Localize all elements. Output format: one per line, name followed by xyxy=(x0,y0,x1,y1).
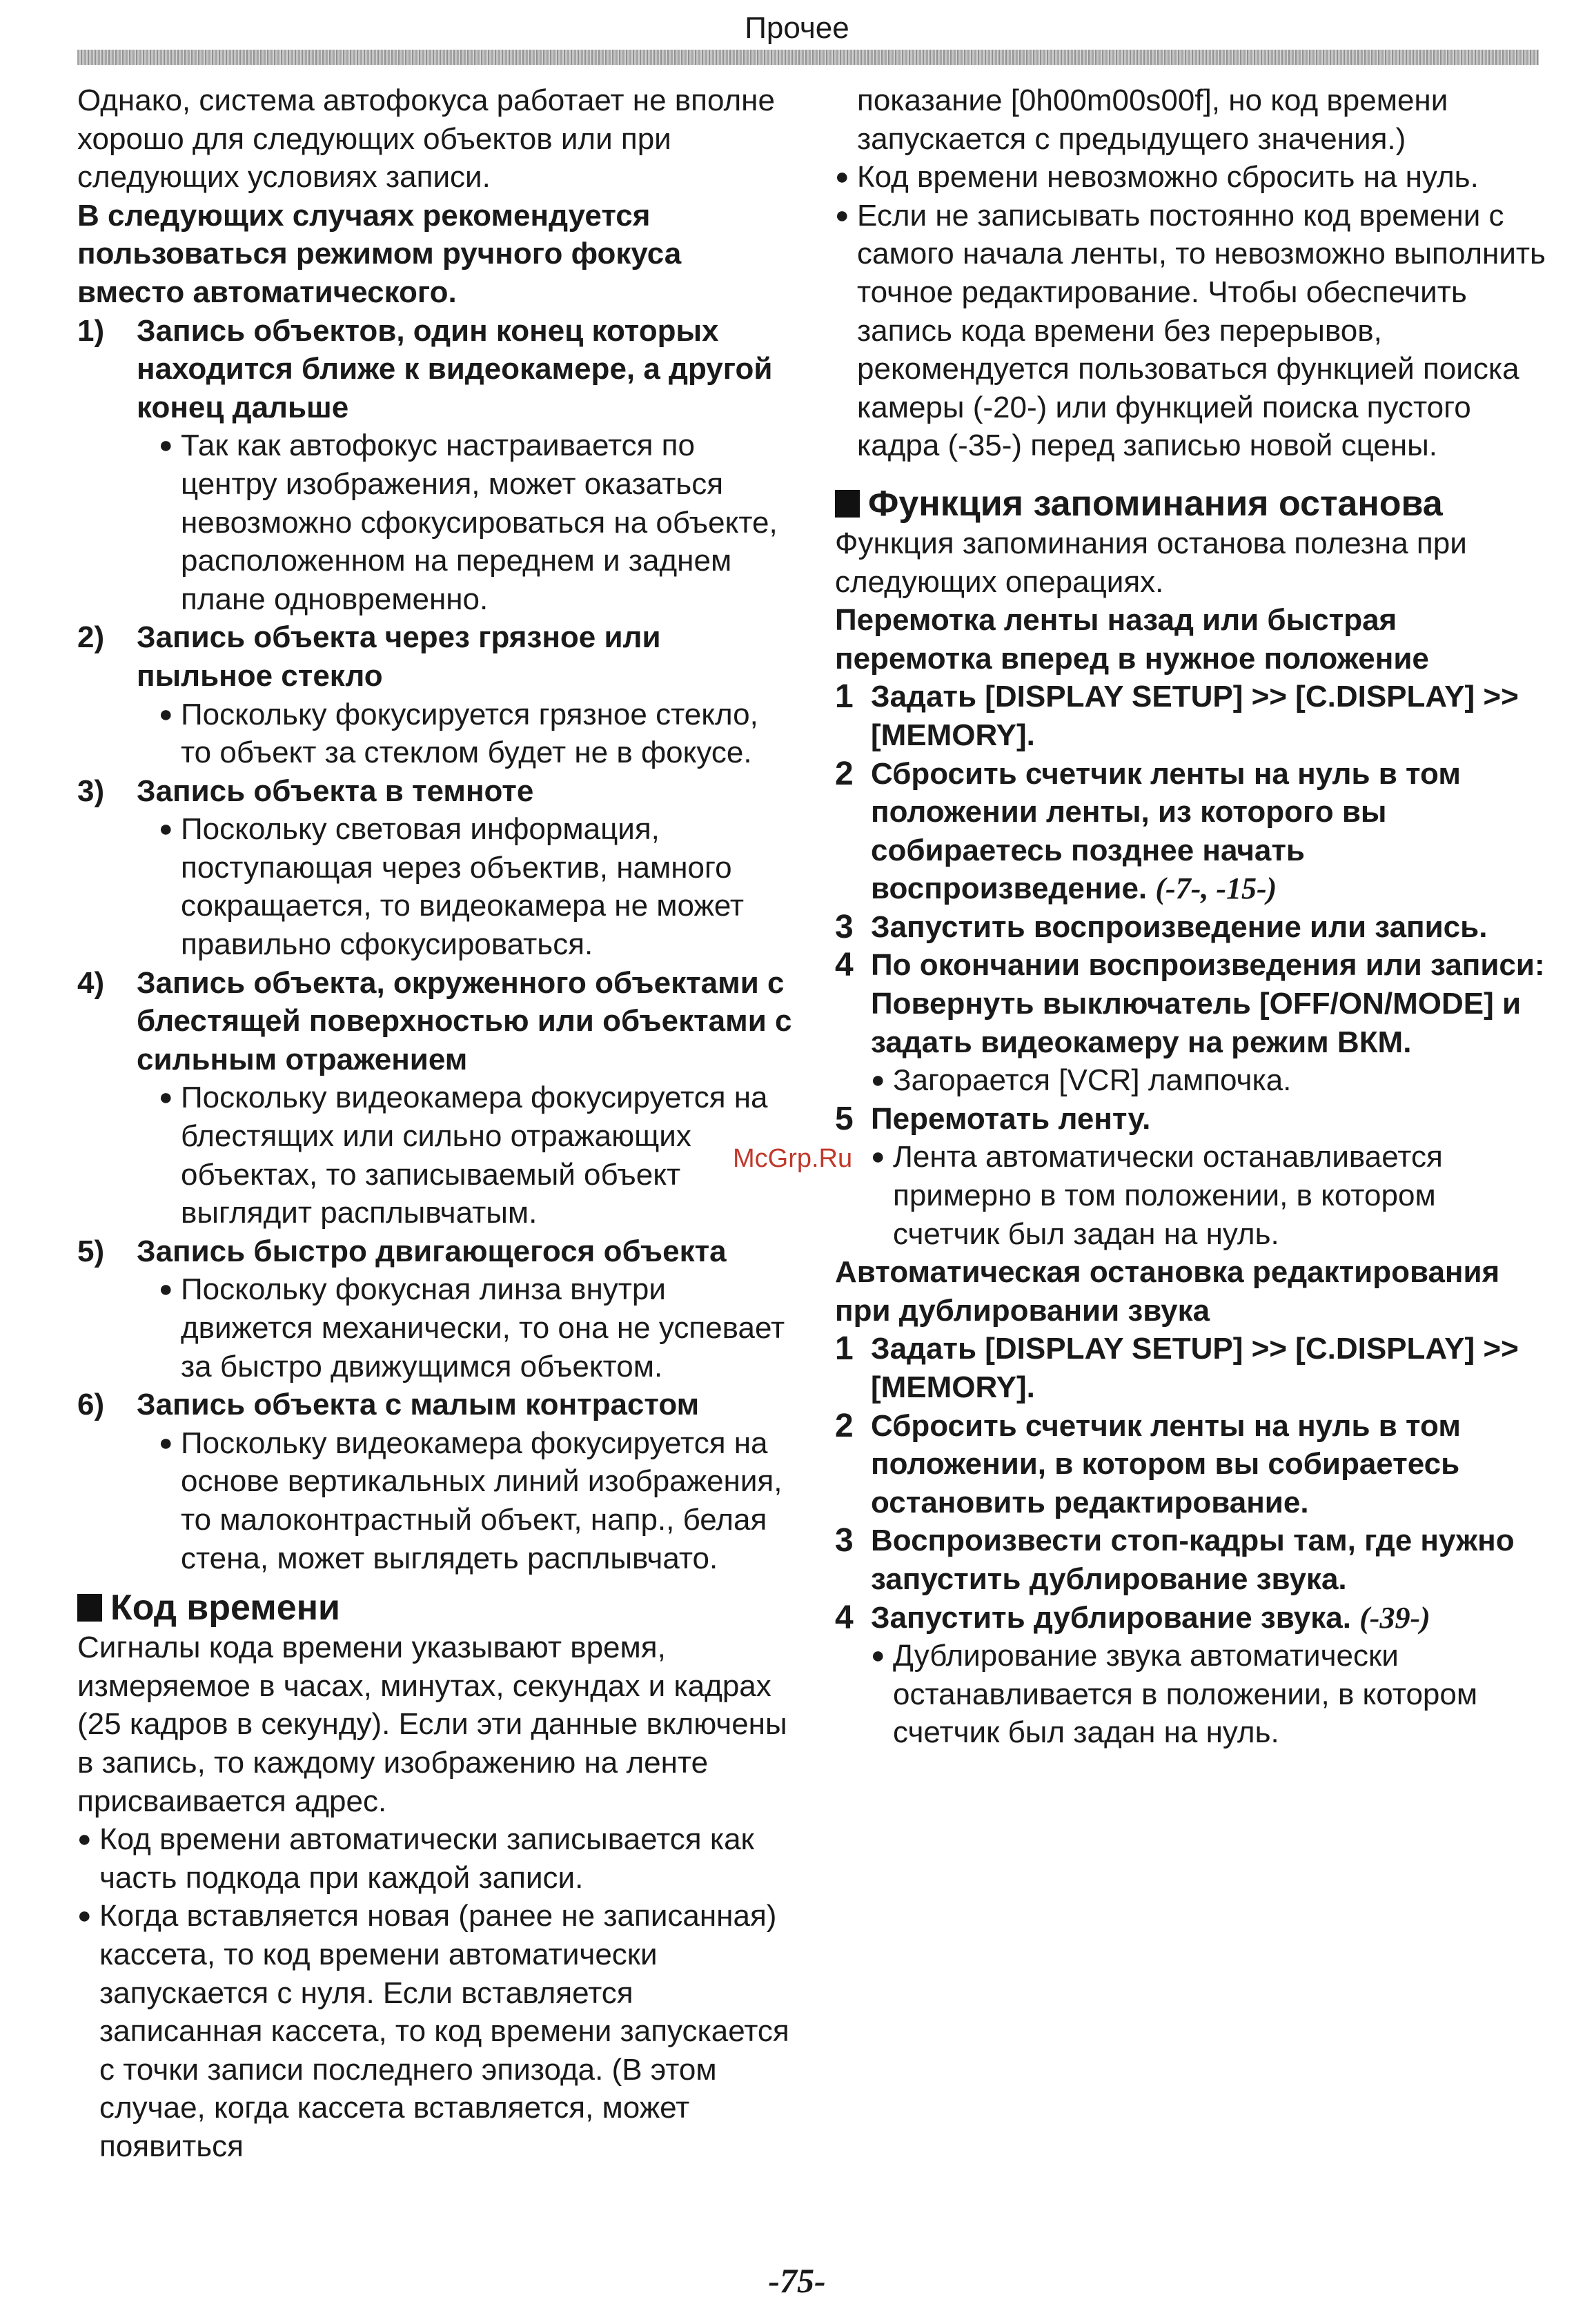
bullet-text: Если не записывать постоянно код времени с самого начала ленты, то невозможно выполнить точное редактирование. Чтобы обеспечить запись кода времени без перерывов, рекомендуется пользоваться функцией поиска камеры (-20-) или функцией поиска пустого кадра (-35-) перед записью новой сцены. xyxy=(857,198,1546,463)
section-square-icon xyxy=(835,490,860,518)
bullet-text: Лента автоматически останавливается примерно в том положении, в котором счетчик был задан на нуль. xyxy=(893,1140,1443,1251)
bullet-icon: ● xyxy=(835,201,849,228)
item-title: Запись объекта с малым контрастом xyxy=(137,1388,700,1422)
step-text: Сбросить счетчик ленты на нуль в том положении ленты, из которого вы собираетесь позднее начать воспроизведение. xyxy=(871,756,1461,906)
bullet-item xyxy=(835,158,1546,197)
bullet-item xyxy=(835,197,1546,465)
bullet-text: Поскольку видеокамера фокусируется на блестящих или сильно отражающих объектах, то записываемый объект выглядит расплывчатым. xyxy=(181,1081,768,1230)
bullet-text: Поскольку фокусируется грязное стекло, то объект за стеклом будет не в фокусе. xyxy=(181,697,758,770)
bullet-text: Поскольку световая информация, поступающая через объектив, намного сокращается, то видеокамера не может правильно сфокусироваться. xyxy=(181,812,745,962)
bullet-icon: ● xyxy=(77,1826,92,1853)
item-title: Запись объекта через грязное или пыльное стекло xyxy=(137,620,661,693)
bullet-text: Поскольку видеокамера фокусируется на основе вертикальных линий изображения, то малоконтрастный объект, напр., белая стена, может выглядеть расплывчато. xyxy=(181,1426,783,1575)
item-number: 2) xyxy=(77,620,105,655)
page-number: -75- xyxy=(768,2261,826,2300)
step-text: Запустить дублирование звука. xyxy=(871,1600,1351,1635)
item-number: 3) xyxy=(77,774,105,808)
step-number: 4 xyxy=(835,1599,854,1636)
step-number: 1 xyxy=(835,1330,854,1368)
bullet-item xyxy=(871,1637,1546,1752)
watermark-link[interactable]: McGrp.Ru xyxy=(733,1144,853,1173)
step-number: 5 xyxy=(835,1100,854,1137)
list-item xyxy=(77,1386,795,1424)
timecode-paragraph: Сигналы кода времени указывают время, измеряемое в часах, минутах, секундах и кадрах (25 кадров в секунду). Если эти данные включены в запись, то каждому изображению на ленте присваивается адрес. xyxy=(77,1631,787,1818)
page-reference: (-7-, -15-) xyxy=(1155,872,1277,906)
item-title: Запись объектов, один конец которых находится ближе к видеокамере, а другой конец дальше xyxy=(137,313,773,424)
step-item xyxy=(835,1407,1546,1522)
step-number: 3 xyxy=(835,1522,854,1559)
step-item xyxy=(835,946,1546,1061)
page-header-title: Прочее xyxy=(745,11,849,45)
step-text-detail: Повернуть выключатель [OFF/ON/MODE] и задать видеокамеру на режим ВКМ. xyxy=(871,987,1522,1059)
item-title: Запись объекта в темноте xyxy=(137,774,534,808)
bullet-item xyxy=(159,1079,795,1232)
section-heading xyxy=(77,1587,795,1628)
bullet-text: Когда вставляется новая (ранее не записанная) кассета, то код времени автоматически запускается с нуля. Если вставляется записанная кассета, то код времени запускается с точки записи последнего эпизода. (В этом случае, когда кассета вставляется, может появиться xyxy=(99,1899,789,2163)
memory-intro: Функция запоминания останова полезна при следующих операциях. xyxy=(835,526,1467,599)
bullet-item xyxy=(159,810,795,963)
bullet-icon: ● xyxy=(77,1902,92,1929)
section-heading-text: Функция запоминания останова xyxy=(868,483,1443,524)
bullet-text: Загорается [VCR] лампочка. xyxy=(893,1063,1292,1098)
step-number: 4 xyxy=(835,947,854,984)
bullet-item xyxy=(159,426,795,618)
list-item xyxy=(77,964,795,1079)
step-item xyxy=(835,1330,1546,1406)
item-number: 6) xyxy=(77,1388,105,1422)
list-item xyxy=(77,1232,795,1271)
intro-paragraph: Однако, система автофокуса работает не вполне хорошо для следующих объектов или при следующих условиях записи. xyxy=(77,83,775,195)
step-text: По окончании воспроизведения или записи: xyxy=(871,948,1545,983)
bullet-icon: ● xyxy=(871,1067,885,1094)
step-item xyxy=(835,1522,1546,1598)
bullet-item xyxy=(871,1061,1546,1100)
step-text: Перемотать ленту. xyxy=(871,1101,1151,1136)
step-number: 3 xyxy=(835,908,854,945)
step-item xyxy=(835,1100,1546,1139)
item-title: Запись быстро двигающегося объекта xyxy=(137,1234,727,1268)
step-item xyxy=(835,755,1546,908)
step-number: 2 xyxy=(835,1407,854,1444)
bullet-icon: ● xyxy=(159,700,173,727)
bullet-icon: ● xyxy=(159,1084,173,1111)
subsection-heading: Автоматическая остановка редактирования при дублировании звука xyxy=(835,1255,1500,1328)
bullet-item xyxy=(77,1897,795,2165)
step-number: 1 xyxy=(835,678,854,716)
bullet-icon: ● xyxy=(871,1143,885,1170)
bullet-item xyxy=(871,1138,1546,1253)
intro-recommendation: В следующих случаях рекомендуется пользоваться режимом ручного фокуса вместо автоматического. xyxy=(77,198,682,309)
bullet-text: Дублирование звука автоматически останавливается в положении, в котором счетчик был задан на нуль. xyxy=(893,1639,1478,1750)
subsection-heading: Перемотка ленты назад или быстрая перемотка вперед в нужное положение xyxy=(835,603,1429,676)
continued-paragraph: показание [0h00m00s00f], но код времени запускается с предыдущего значения.) xyxy=(857,83,1448,156)
bullet-item xyxy=(159,1270,795,1386)
bullet-icon: ● xyxy=(159,1276,173,1303)
item-title: Запись объекта, окруженного объектами с блестящей поверхностью или объектами с сильным отражением xyxy=(137,965,792,1076)
bullet-text: Поскольку фокусная линза внутри движется механически, то она не успевает за быстро движущимся объектом. xyxy=(181,1272,785,1383)
list-item xyxy=(77,618,795,695)
bullet-item xyxy=(159,696,795,772)
step-item xyxy=(835,1599,1546,1637)
page-reference: (-39-) xyxy=(1359,1600,1430,1635)
list-item xyxy=(77,772,795,811)
header-rule xyxy=(77,50,1539,65)
bullet-item xyxy=(159,1424,795,1577)
step-number: 2 xyxy=(835,755,854,792)
section-heading-text: Код времени xyxy=(110,1588,340,1628)
step-text: Запустить воспроизведение или запись. xyxy=(871,909,1488,944)
section-heading xyxy=(835,483,1546,524)
item-number: 1) xyxy=(77,313,105,348)
step-text: Задать [DISPLAY SETUP] >> [C.DISPLAY] >> [MEMORY]. xyxy=(871,1332,1519,1404)
bullet-icon: ● xyxy=(159,816,173,843)
step-text: Задать [DISPLAY SETUP] >> [C.DISPLAY] >> [MEMORY]. xyxy=(871,680,1519,752)
bullet-text: Код времени невозможно сбросить на нуль. xyxy=(857,160,1479,195)
item-number: 4) xyxy=(77,965,105,1000)
step-text: Сбросить счетчик ленты на нуль в том положении, в котором вы собираетесь остановить редактирование. xyxy=(871,1408,1461,1519)
bullet-item xyxy=(77,1820,795,1897)
bullet-icon: ● xyxy=(871,1642,885,1669)
right-column xyxy=(835,81,1546,1752)
item-number: 5) xyxy=(77,1234,105,1268)
step-item xyxy=(835,908,1546,947)
bullet-icon: ● xyxy=(835,164,849,190)
step-item xyxy=(835,678,1546,754)
step-text: Воспроизвести стоп-кадры там, где нужно запустить дублирование звука. xyxy=(871,1524,1515,1596)
bullet-text: Код времени автоматически записывается как часть подкода при каждой записи. xyxy=(99,1822,754,1895)
list-item xyxy=(77,312,795,427)
bullet-icon: ● xyxy=(159,1429,173,1456)
left-column xyxy=(77,81,795,2165)
section-square-icon xyxy=(77,1594,102,1622)
bullet-text: Так как автофокус настраивается по центру изображения, может оказаться невозможно сфокусироваться на объекте, расположенном на переднем и заднем плане одновременно. xyxy=(181,429,778,616)
bullet-icon: ● xyxy=(159,432,173,459)
